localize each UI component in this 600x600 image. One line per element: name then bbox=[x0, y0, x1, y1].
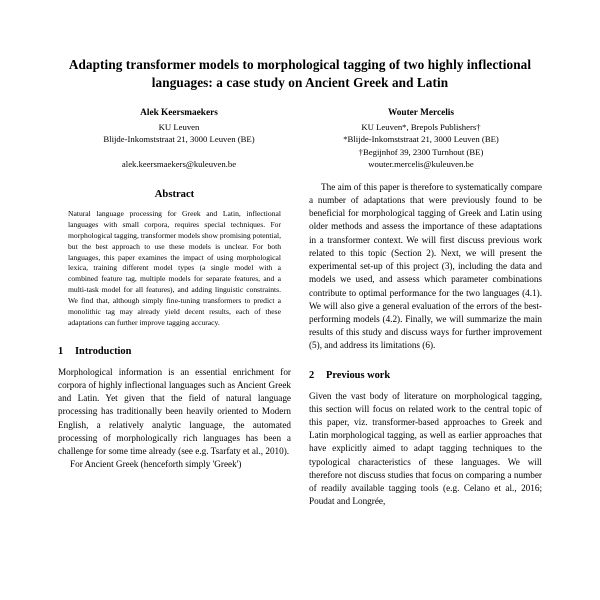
author-list bbox=[58, 107, 542, 171]
two-column-body bbox=[58, 181, 542, 508]
section-number: 2 bbox=[309, 369, 315, 381]
paragraph: Given the vast body of literature on morphological tagging, this section will focus on related work to the central topic of this paper, viz. transformer-based approaches to Greek and Latin morphological tagging, as well as earlier approaches that have explicitly aimed to adapt tagging techniques to the typological characteristics of these languages. We will therefore not discuss studies that focus on comparing a number of readily available tagging tools (e.g. Celano et al., 2016; Poudat and Longrée, bbox=[309, 390, 542, 507]
author-affiliation: KU Leuven bbox=[158, 121, 200, 132]
section-title: Introduction bbox=[75, 345, 132, 357]
author-address: *Blijde-Inkomststraat 21, 3000 Leuven (BE) bbox=[343, 134, 499, 145]
author-name: Alek Keersmaekers bbox=[140, 108, 218, 118]
author-block-2 bbox=[300, 107, 542, 171]
right-column bbox=[309, 181, 542, 508]
page-title: Adapting transformer models to morphological tagging of two highly inflectional languages: a case study on Ancient Greek and Latin bbox=[68, 57, 532, 90]
author-email[interactable]: alek.keersmaekers@kuleuven.be bbox=[121, 158, 237, 169]
author-address: Blijde-Inkomststraat 21, 3000 Leuven (BE) bbox=[103, 134, 255, 145]
abstract-heading: Abstract bbox=[154, 188, 195, 200]
abstract-text: Natural language processing for Greek and Latin, inflectional languages with small corpora, requires special techniques. For morphological tagging, transformer models show promising potential, but the best approach to use these models is unclear. For both languages, this paper examines the impact of using morphological lexica, training different model types (a single model with a combined feature tag, multiple models for separate features, and a multi-task model for all features), and adding linguistic constraints. We find that, although simply fine-tuning transformers to predict a monolithic tag may already yield decent results, each of these adaptations can further improve tagging accuracy. bbox=[68, 208, 282, 327]
paragraph: For Ancient Greek (henceforth simply 'Greek') bbox=[70, 459, 242, 470]
section-heading-introduction bbox=[58, 346, 291, 357]
author-name: Wouter Mercelis bbox=[387, 108, 454, 118]
paragraph: Morphological information is an essential enrichment for corpora of highly inflectional languages such as Ancient Greek and Latin. Yet given that the field of natural language processing has traditionally been heavily oriented to Modern English, a relatively analytic language, the automated processing of morphologically rich languages has been a challenge for some time already (see e.g. Tsarfaty et al., 2010). bbox=[58, 366, 291, 457]
section-number: 1 bbox=[58, 345, 64, 357]
left-column bbox=[58, 181, 291, 508]
author-address-secondary: †Begijnhof 39, 2300 Turnhout (BE) bbox=[358, 146, 484, 157]
author-affiliation: KU Leuven*, Brepols Publishers† bbox=[361, 121, 481, 132]
paragraph: The aim of this paper is therefore to systematically compare a number of adaptations that were previously found to be beneficial for morphological tagging of Greek and Latin using older methods and assess the importance of these adaptations in a transformer context. We will first discuss previous work related to this topic (Section 2). Next, we will present the experimental set-up of this project (3), including the data and models we used, and assess which parameter combinations contribute to optimal performance for the two languages (4.1). We will also give a general evaluation of the errors of the best-performing models (4.2). Finally, we will summarize the main results of this study and discuss ways for further improvement (5), and address its limitations (6). bbox=[309, 181, 542, 351]
author-email[interactable]: wouter.mercelis@kuleuven.be bbox=[368, 159, 474, 170]
section-heading-previous-work bbox=[309, 370, 542, 381]
author-block-1 bbox=[58, 107, 300, 171]
section-title: Previous work bbox=[326, 369, 391, 381]
